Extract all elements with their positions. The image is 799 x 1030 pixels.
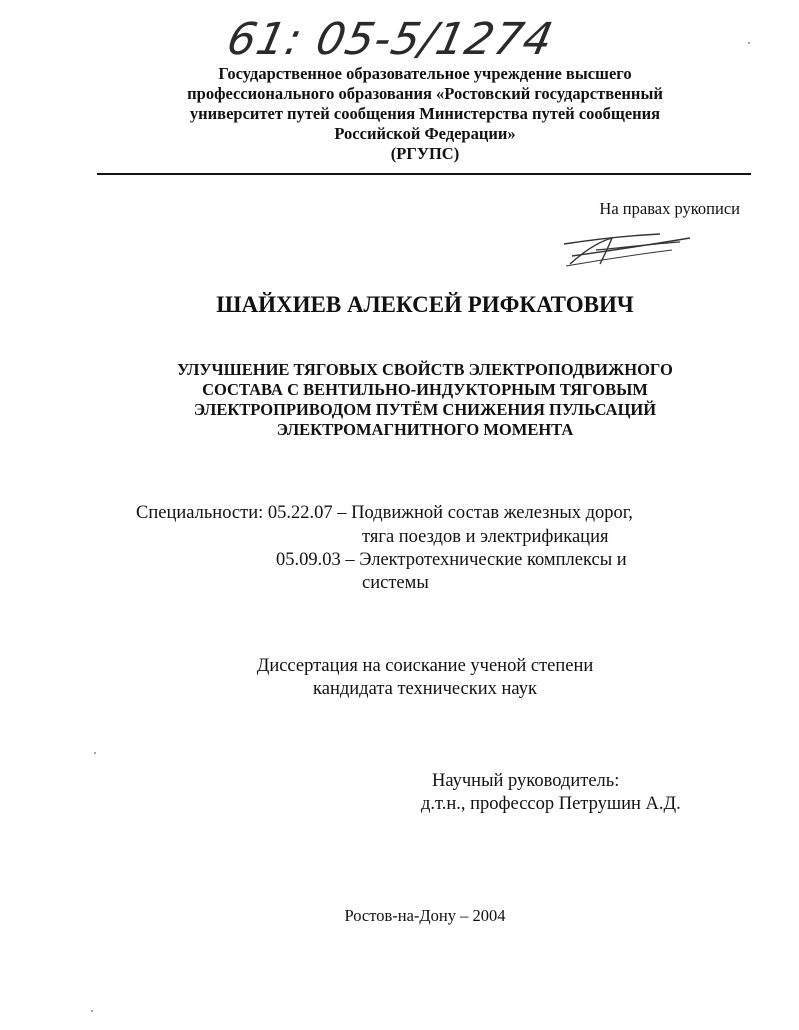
archive-code: 61: 05-5/1274 — [222, 14, 558, 65]
specialty-line: тяга поездов и электрификация — [362, 527, 609, 547]
dissertation-title — [100, 360, 750, 440]
city-year: Ростов-на-Дону – 2004 — [344, 906, 506, 925]
organization-line: университет путей сообщения Министерства путей сообщения — [189, 104, 661, 123]
manuscript-rights: На правах рукописи — [599, 199, 740, 218]
scan-speck — [748, 42, 750, 44]
organization-abbreviation: (РГУПС) — [390, 144, 460, 163]
organization-header — [100, 64, 750, 164]
organization-line: профессионального образования «Ростовский государственный — [187, 84, 663, 103]
organization-line: Государственное образовательное учреждение высшего — [218, 64, 632, 83]
advisor-name: д.т.н., профессор Петрушин А.Д. — [421, 794, 681, 814]
advisor-label: Научный руководитель: — [432, 771, 620, 791]
signature-icon — [560, 226, 700, 270]
specialty-line: системы — [362, 573, 429, 593]
degree-statement — [160, 655, 690, 701]
scan-speck — [91, 1010, 93, 1012]
specialty-line: 05.09.03 – Электротехнические комплексы и — [276, 550, 627, 570]
title-line: СОСТАВА С ВЕНТИЛЬНО-ИНДУКТОРНЫМ ТЯГОВЫМ — [202, 380, 648, 399]
degree-line: Диссертация на соискание ученой степени — [256, 656, 594, 676]
scientific-advisor — [421, 770, 681, 816]
title-line: УЛУЧШЕНИЕ ТЯГОВЫХ СВОЙСТВ ЭЛЕКТРОПОДВИЖНОГО — [177, 360, 673, 379]
author-name: ШАЙХИЕВ АЛЕКСЕЙ РИФКАТОВИЧ — [216, 292, 634, 317]
title-line: ЭЛЕКТРОПРИВОДОМ ПУТЁМ СНИЖЕНИЯ ПУЛЬСАЦИЙ — [193, 400, 657, 419]
specialty-line: Специальности: 05.22.07 – Подвижной состав железных дорог, — [136, 503, 633, 523]
header-divider — [97, 173, 751, 175]
scan-speck — [94, 752, 96, 754]
organization-line: Российской Федерации» — [334, 124, 516, 143]
title-line: ЭЛЕКТРОМАГНИТНОГО МОМЕНТА — [276, 420, 574, 439]
degree-line: кандидата технических наук — [313, 679, 537, 699]
archive-code-handwritten — [222, 12, 558, 68]
